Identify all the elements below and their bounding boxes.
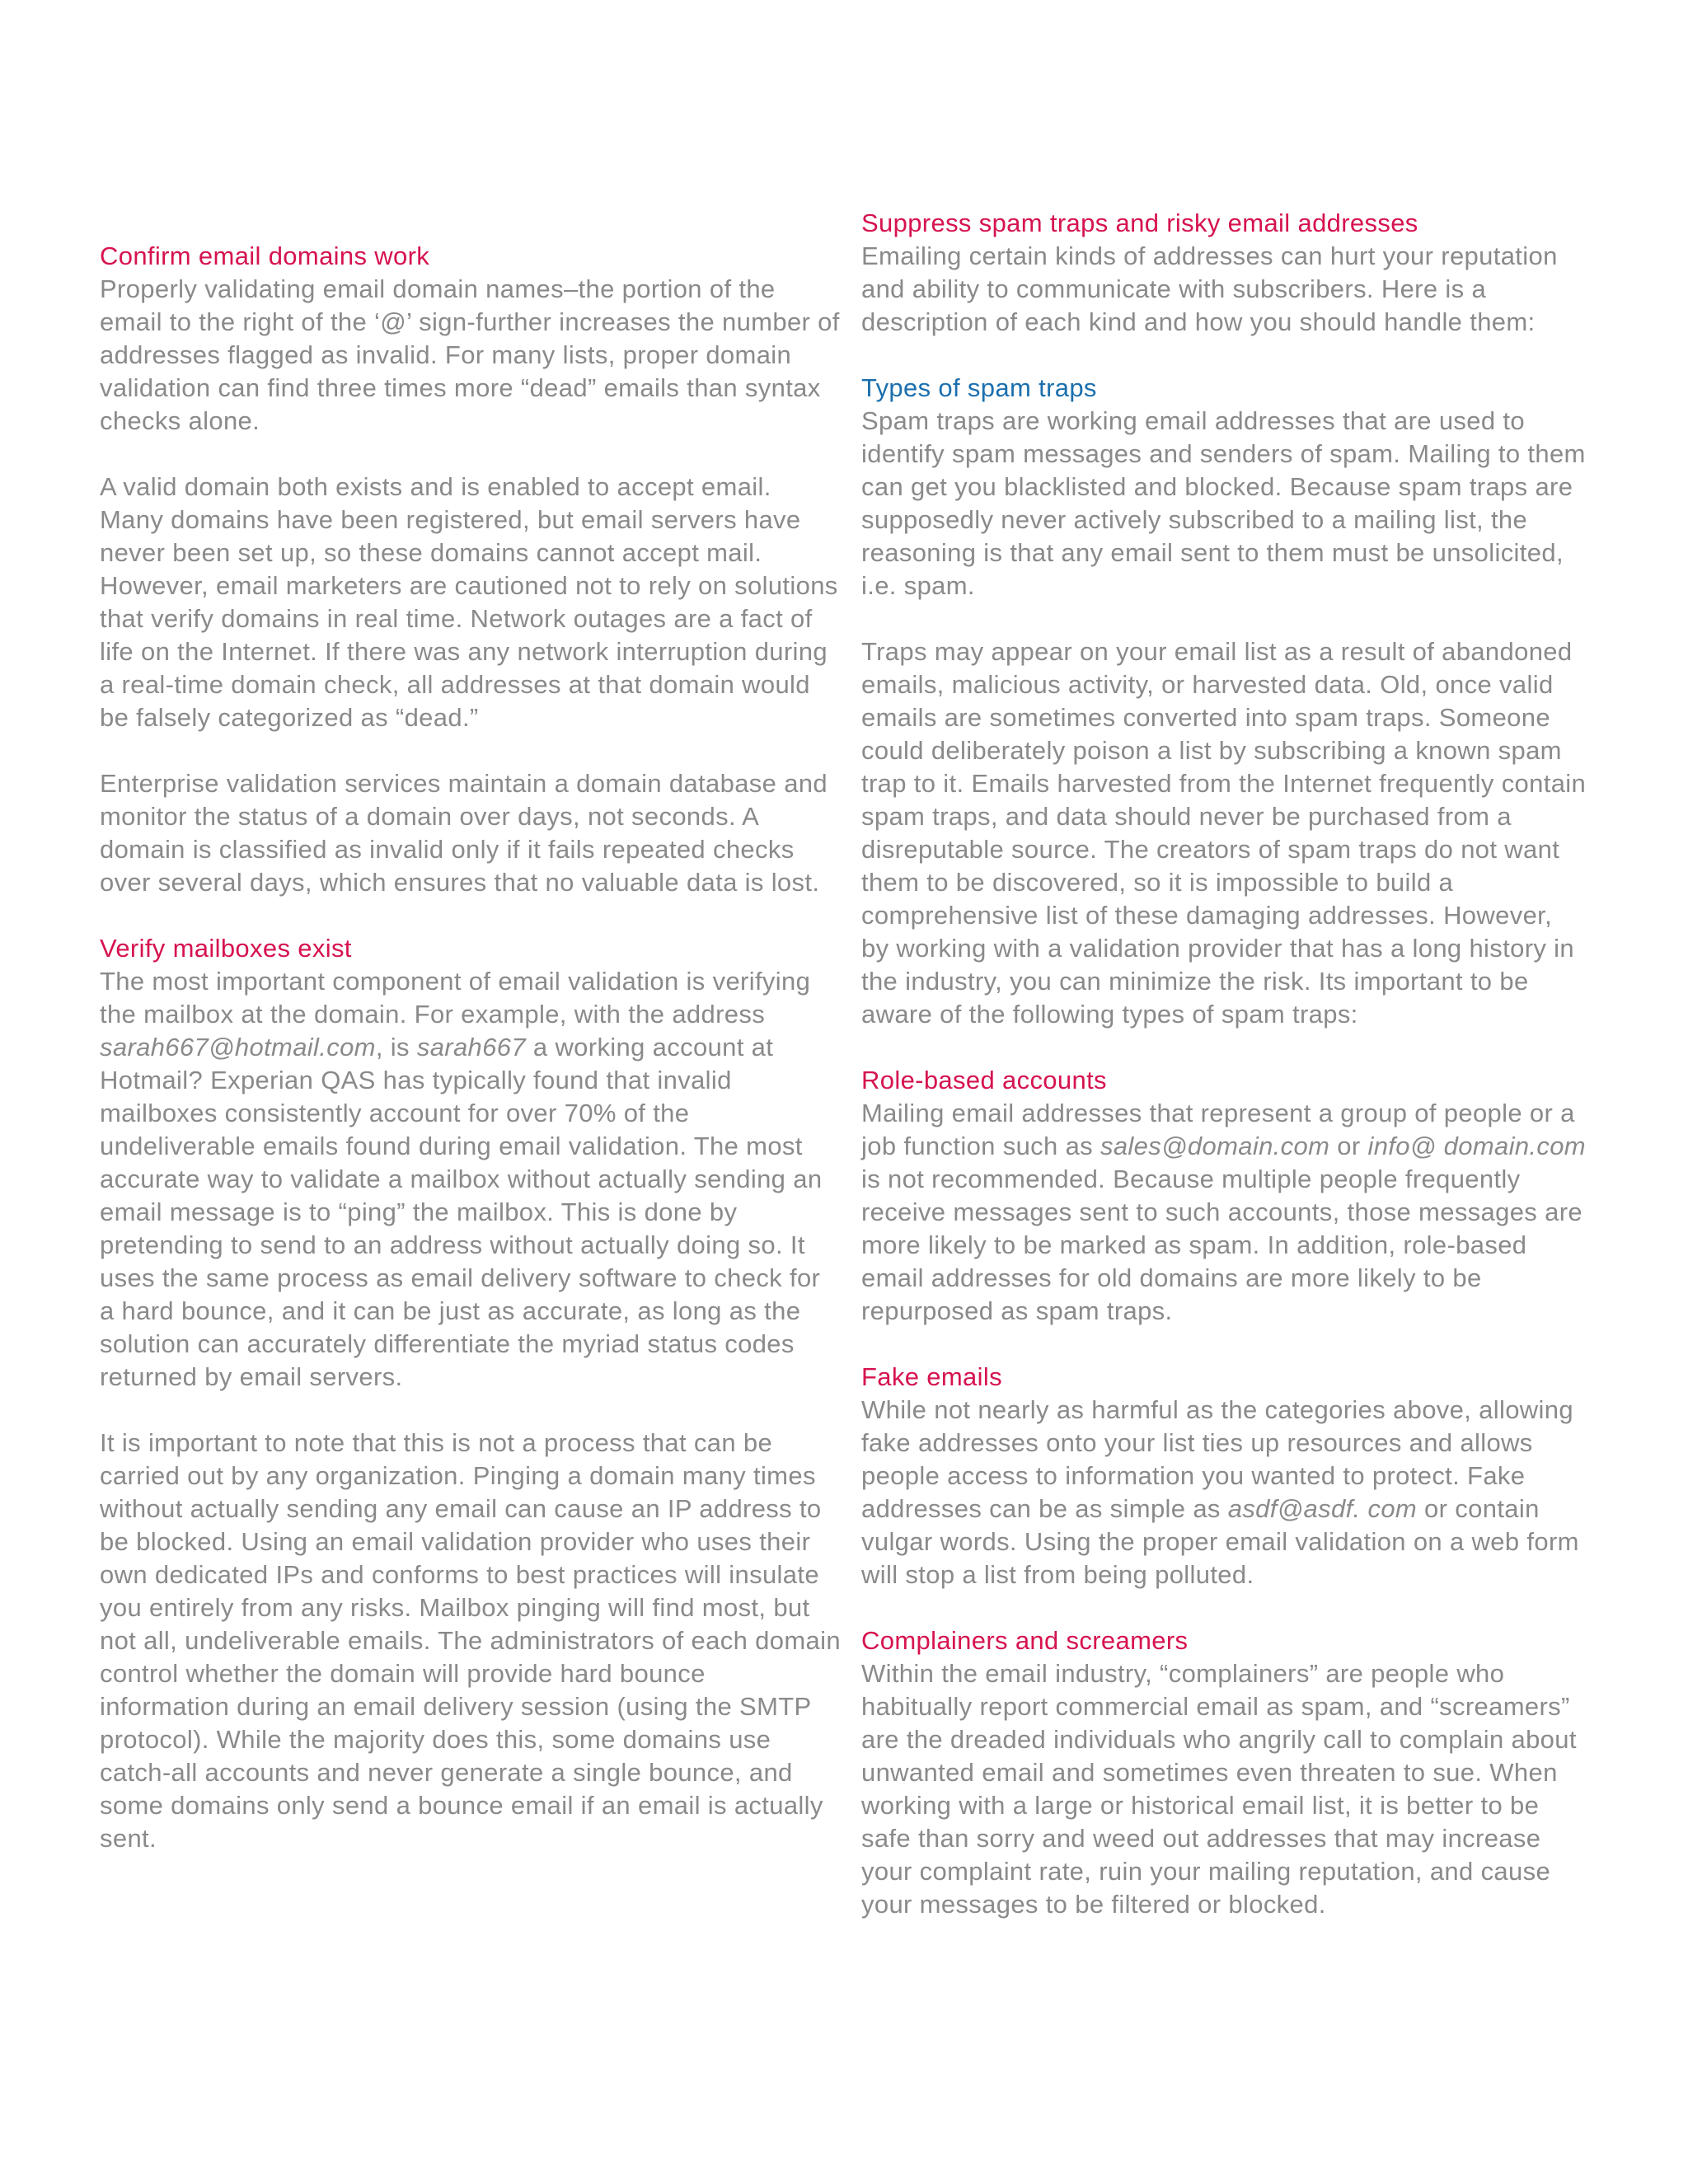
section-confirm-domains bbox=[100, 240, 842, 899]
example-username: sarah667 bbox=[416, 1033, 526, 1062]
text-run: While not nearly as harmful as the categories above, allowing fake addresses onto your list ties up resources and allows people access to information you wanted to protect. Fake addresses can be as simple as bbox=[861, 1395, 1573, 1523]
paragraph-verify-mailboxes-1 bbox=[100, 965, 842, 1394]
paragraph-spam-traps-2: Traps may appear on your email list as a result of abandoned emails, malicious activity, or harvested data. Old, once valid emails are sometimes converted into spam traps. Someone could deliberately poison a list by subscribing a known spam trap to it. Emails harvested from the Internet frequently contain spam traps, and data should never be purchased from a disreputable source. The creators of spam traps do not want them to be discovered, so it is impossible to build a comprehensive list of these damaging addresses. However, by working with a validation provider that has a long history in the industry, you can minimize the risk. Its important to be aware of the following types of spam traps: bbox=[861, 637, 1587, 1029]
paragraph-verify-mailboxes-2: It is important to note that this is not a process that can be carried out by any organization. Pinging a domain many times without actually sending any email can cause an IP address to be blocked. Using an email validation provider who uses their own dedicated IPs and conforms to best practices will insulate you entirely from any risks. Mailbox pinging will find most, but not all, undeliverable emails. The administrators of each domain control whether the domain will provide hard bounce information during an email delivery session (using the SMTP protocol). While the majority does this, some domains use catch-all accounts and never generate a single bounce, and some domains only send a bounce email if an email is actually sent. bbox=[100, 1428, 841, 1853]
text-run: The most important component of email validation is verifying the mailbox at the domain. For example, with the address bbox=[100, 967, 811, 1029]
text-run: or contain vulgar words. Using the proper email validation on a web form will stop a list from being polluted. bbox=[861, 1494, 1579, 1589]
text-run: a working account at Hotmail? Experian QAS has typically found that invalid mailboxes consistently account for over 70% of the undeliverable emails found during email validation. The most accurate way to validate a mailbox without actually sending an email message is to “ping” the mailbox. This is done by pretending to send to an address without actually doing so. It uses the same process as email delivery software to check for a hard bounce, and it can be just as accurate, as long as the solution can accurately differentiate the myriad status codes returned by email servers. bbox=[100, 1033, 823, 1391]
section-fake-emails bbox=[861, 1361, 1587, 1591]
text-run: or bbox=[1329, 1132, 1368, 1160]
section-verify-mailboxes bbox=[100, 932, 842, 1855]
section-suppress-spam-traps bbox=[861, 207, 1587, 339]
paragraph-confirm-domains-3: Enterprise validation services maintain a domain database and monitor the status of a domain over days, not seconds. A domain is classified as invalid only if it fails repeated checks over several days, which ensures that no valuable data is lost. bbox=[100, 769, 828, 897]
heading-suppress-spam-traps: Suppress spam traps and risky email addresses bbox=[861, 209, 1418, 237]
paragraph-spam-traps-1: Spam traps are working email addresses that are used to identify spam messages and senders of spam. Mailing to them can get you blacklisted and blocked. Because spam traps are supposedly never actively subscribed to a mailing list, the reasoning is that any email sent to them must be unsolicited, i.e. spam. bbox=[861, 406, 1586, 600]
paragraph-fake-emails-1 bbox=[861, 1394, 1587, 1591]
left-column bbox=[100, 240, 842, 1855]
heading-role-based-accounts: Role-based accounts bbox=[861, 1066, 1107, 1094]
paragraph-confirm-domains-1: Properly validating email domain names–the portion of the email to the right of the ‘@’ sign-further increases the number of addresses flagged as invalid. For many lists, proper domain validation can find three times more “dead” emails than syntax checks alone. bbox=[100, 274, 840, 435]
text-run: , is bbox=[375, 1033, 417, 1062]
paragraph-role-based-1 bbox=[861, 1097, 1587, 1328]
heading-fake-emails: Fake emails bbox=[861, 1362, 1002, 1391]
text-run: is not recommended. Because multiple people frequently receive messages sent to such accounts, those messages are more likely to be marked as spam. In addition, role-based email addresses for old domains are more likely to be repurposed as spam traps. bbox=[861, 1165, 1582, 1325]
section-types-of-spam-traps bbox=[861, 372, 1587, 1031]
example-email-sales: sales@domain.com bbox=[1100, 1132, 1330, 1160]
section-role-based-accounts bbox=[861, 1064, 1587, 1328]
paragraph-suppress-1: Emailing certain kinds of addresses can hurt your reputation and ability to communicate with subscribers. Here is a description of each kind and how you should handle them: bbox=[861, 241, 1558, 336]
example-email-fake: asdf@asdf. com bbox=[1227, 1494, 1418, 1523]
right-column bbox=[861, 207, 1587, 1921]
text-run: Mailing email addresses that represent a group of people or a job function such as bbox=[861, 1099, 1575, 1160]
heading-complainers-screamers: Complainers and screamers bbox=[861, 1626, 1189, 1655]
heading-types-of-spam-traps: Types of spam traps bbox=[861, 373, 1097, 402]
section-complainers-screamers bbox=[861, 1624, 1587, 1921]
heading-confirm-domains: Confirm email domains work bbox=[100, 241, 430, 270]
paragraph-confirm-domains-2: A valid domain both exists and is enabled to accept email. Many domains have been registered, but email servers have never been set up, so these domains cannot accept mail. However, email marketers are cautioned not to rely on solutions that verify domains in real time. Network outages are a fact of life on the Internet. If there was any network interruption during a real-time domain check, all addresses at that domain would be falsely categorized as “dead.” bbox=[100, 472, 838, 732]
example-email: sarah667@hotmail.com bbox=[100, 1033, 376, 1062]
heading-verify-mailboxes: Verify mailboxes exist bbox=[100, 934, 352, 963]
paragraph-complainers-1: Within the email industry, “complainers” are people who habitually report commercial email as spam, and “screamers” are the dreaded individuals who angrily call to complain about unwanted email and sometimes even threaten to sue. When working with a large or historical email list, it is better to be safe than sorry and weed out addresses that may increase your complaint rate, ruin your mailing reputation, and cause your messages to be filtered or blocked. bbox=[861, 1659, 1577, 1919]
example-email-info: info@ domain.com bbox=[1367, 1132, 1586, 1160]
